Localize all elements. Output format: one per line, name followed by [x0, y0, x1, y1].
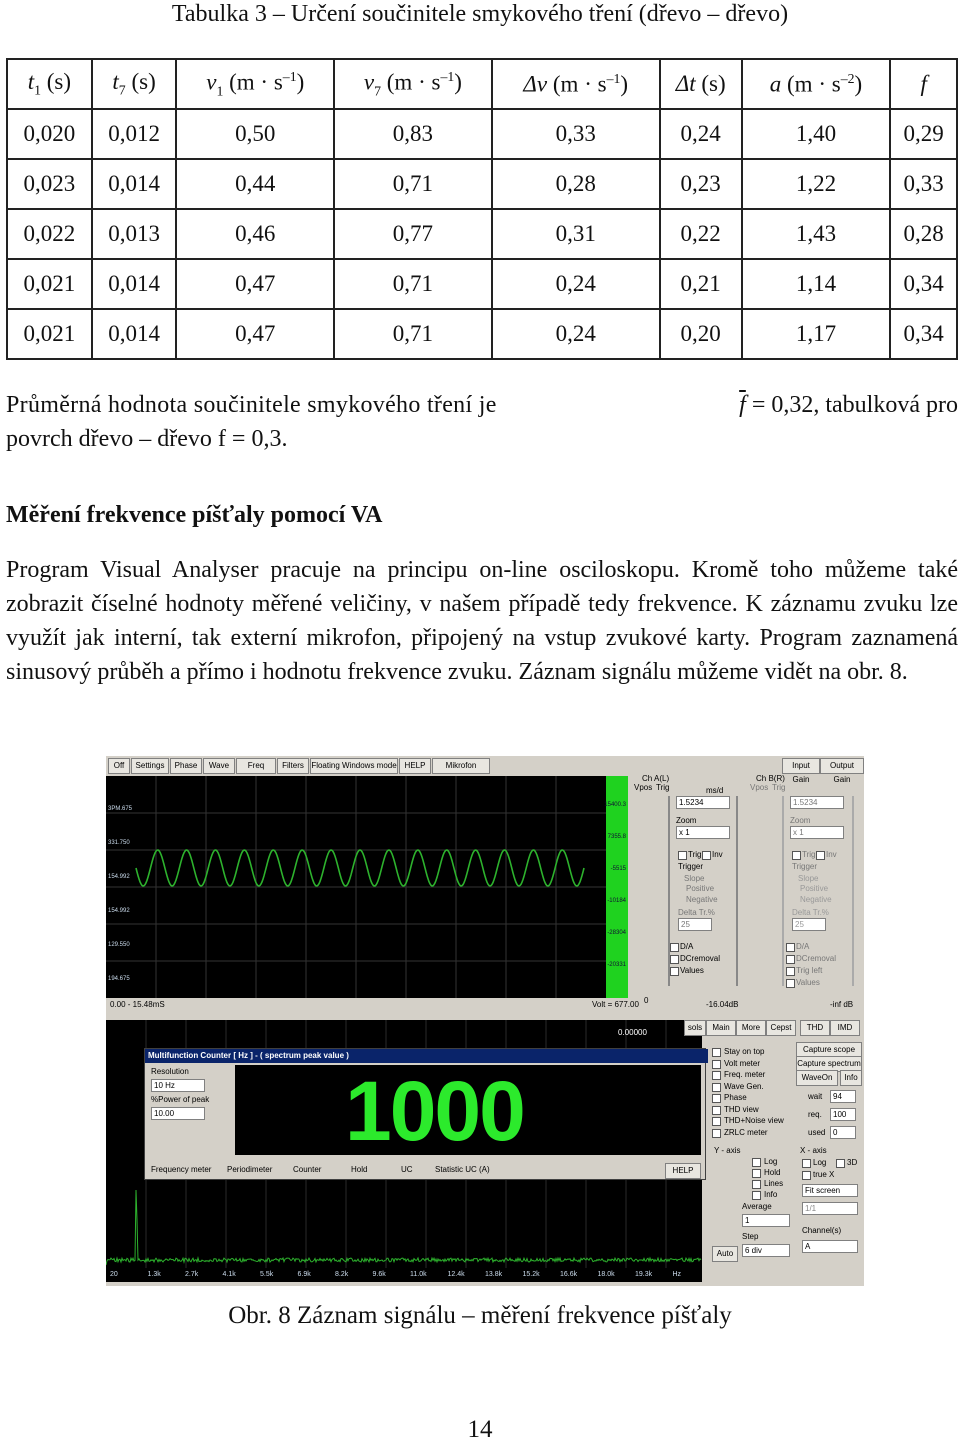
ch-a-vpos: Vpos [634, 783, 653, 792]
ch-b-zoom-label: Zoom [790, 816, 811, 825]
counter-help-button[interactable]: HELP [665, 1163, 701, 1179]
table-row [7, 259, 957, 309]
table-cell: 0,012 [92, 109, 177, 159]
average-value: = 0,32, tabulková pro [751, 392, 958, 418]
table-cell: 0,47 [176, 309, 334, 359]
table-cell: 0,77 [334, 209, 492, 259]
option-label: THD view [724, 1104, 759, 1114]
table-row [7, 209, 957, 259]
table-cell: 0,83 [334, 109, 492, 159]
tab[interactable]: Main [706, 1020, 736, 1036]
tab[interactable]: THD [800, 1020, 830, 1036]
ch-a-delta-label: Delta Tr.% [678, 908, 715, 917]
table-cell: 0,33 [890, 159, 957, 209]
table-cell: 1,17 [742, 309, 891, 359]
x-tick-label: 8.2k [335, 1271, 349, 1278]
volt-readout: Volt = 677.00 [592, 1000, 639, 1009]
option-label: Volt meter [724, 1058, 761, 1068]
ch-b-inv-checkbox[interactable] [816, 851, 825, 860]
used-label: used [808, 1128, 826, 1137]
x-tick-label: 4.1k [222, 1271, 236, 1278]
ch-a-delta-field[interactable]: 25 [678, 918, 712, 931]
table-cell: 0,014 [92, 309, 177, 359]
table-cell: 0,28 [492, 159, 660, 209]
ch-a-inv-label: Inv [712, 850, 723, 859]
power-label: %Power of peak [151, 1095, 210, 1104]
scope-left-tick: 3PM.675 [108, 806, 133, 812]
x-axis-option-label: true X [813, 1170, 835, 1179]
time-readout: 0.00 - 15.48mS [110, 1000, 165, 1009]
x-axis-checkbox[interactable] [802, 1159, 811, 1168]
option-checkbox[interactable] [712, 1106, 721, 1115]
resolution-select[interactable]: 10 Hz [151, 1079, 205, 1092]
toolbar-button[interactable]: Wave [203, 758, 235, 774]
average-paragraph [6, 388, 958, 456]
ch-a-dc-checkbox[interactable] [670, 955, 679, 964]
table-body [7, 109, 957, 359]
option-checkbox[interactable] [712, 1094, 721, 1103]
table-row [7, 309, 957, 359]
toolbar-button[interactable]: HELP [399, 758, 431, 774]
scope-left-tick: 154.992 [108, 908, 130, 914]
fit-select[interactable]: Fit screen [802, 1184, 858, 1197]
table-row [7, 159, 957, 209]
table-header-row [7, 59, 957, 109]
counter-radio[interactable]: Counter [293, 1165, 322, 1174]
y-axis-option-label: Log [764, 1157, 778, 1166]
friction-table [6, 58, 958, 360]
scope-right-tick: 7355.8 [607, 834, 626, 840]
y-axis-checkbox[interactable] [752, 1158, 761, 1167]
x-tick-label: 2.7k [185, 1271, 199, 1278]
ch-b-trig-chk-label: Trig [802, 850, 816, 859]
used-field[interactable]: 0 [830, 1126, 856, 1139]
req-label: req. [808, 1110, 822, 1119]
tab[interactable]: sols [684, 1020, 706, 1036]
ch-b-values-label: Values [796, 978, 820, 987]
toolbar-button[interactable]: Freq [236, 758, 276, 774]
y-axis-checkbox[interactable] [752, 1191, 761, 1200]
ch-a-values-checkbox[interactable] [670, 967, 679, 976]
table-cell: 1,40 [742, 109, 891, 159]
x-tick-label: 5.5k [260, 1271, 274, 1278]
x-tick-label: 12.4k [447, 1271, 465, 1278]
counter-radio[interactable]: UC [401, 1165, 413, 1174]
y-axis-option-label: Hold [764, 1168, 781, 1177]
page-number: 14 [467, 1416, 493, 1443]
table-header-cell: $v_7$ $(m \cdot s^{-1})$ [334, 59, 492, 109]
y-axis-option-label: Info [764, 1190, 778, 1199]
table-header-cell: f [890, 59, 957, 109]
output-gain-button[interactable]: Output Gain [820, 758, 864, 774]
ch-b-zoom-field[interactable]: x 1 [790, 826, 844, 839]
ch-a-vpos-slider[interactable] [668, 796, 670, 986]
ch-a-da-checkbox[interactable] [670, 943, 679, 952]
x-tick-label: Hz [672, 1271, 682, 1278]
counter-radio[interactable]: Hold [351, 1165, 368, 1174]
table-cell: 0,31 [492, 209, 660, 259]
tab[interactable]: IMD [830, 1020, 860, 1036]
option-checkbox[interactable] [712, 1048, 721, 1057]
ch-b-delta-label: Delta Tr.% [792, 908, 829, 917]
ch-b-trigleft-checkbox[interactable] [786, 967, 795, 976]
ch-b-delta-field[interactable]: 25 [792, 918, 826, 931]
table-header-cell: $t_7$ (s) [92, 59, 177, 109]
table-cell: 1,22 [742, 159, 891, 209]
x-tick-label: 15.2k [522, 1271, 540, 1278]
table-cell: 0,24 [492, 309, 660, 359]
table-cell: 0,33 [492, 109, 660, 159]
sine-trace [136, 850, 584, 886]
f-mean-symbol: $\overline{f}$ [739, 392, 746, 418]
auto-button[interactable]: Auto [712, 1246, 738, 1262]
section-paragraph: Program Visual Analyser pracuje na principu on-line osciloskopu. Kromě toho můžeme také zobrazit číselné hodnoty měřené veličiny, v našem případě tedy frekvence. K záznamu zvuku lze využít jak interní, tak externí mikrofon, připojený na vstup zvukové karty. Program zaznamená sinusový průběh a přímo i hodnotu frekvence zvuku. Záznam signálu můžeme vidět na obr. 8. [6, 557, 958, 685]
ch-a-da-label: D/A [680, 942, 694, 951]
tab[interactable]: More [736, 1020, 766, 1036]
tab[interactable]: Cepst [766, 1020, 796, 1036]
ch-b-label: Ch B(R) [756, 774, 785, 783]
scope-left-tick: 331.750 [108, 840, 130, 846]
table-cell: 0,71 [334, 309, 492, 359]
ratio-select[interactable]: 1/1 [802, 1202, 858, 1215]
ch-a-trig: Trig [656, 783, 670, 792]
average-select[interactable]: 1 [742, 1214, 790, 1227]
scope-right-tick: 15400.3 [604, 802, 626, 808]
step-label: Step [742, 1232, 759, 1241]
ch-a-inv-checkbox[interactable] [702, 851, 711, 860]
ch-b-trig-checkbox[interactable] [792, 851, 801, 860]
table-cell: 0,23 [660, 159, 742, 209]
table-header-cell: Δt (s) [660, 59, 742, 109]
x-tick-label: 13.8k [485, 1271, 503, 1278]
ch-a-zoom-label: Zoom [676, 816, 697, 825]
ch-a-positive-radio[interactable]: Positive [686, 884, 715, 893]
table-caption: Tabulka 3 – Určení součinitele smykového tření (dřevo – dřevo) [171, 1, 789, 27]
y-axis-checkbox[interactable] [752, 1169, 761, 1178]
ch-b-trigleft-label: Trig left [796, 966, 823, 975]
option-label: Wave Gen. [724, 1081, 764, 1091]
toolbar-button[interactable]: Off [108, 758, 130, 774]
spectrum-x-axis [106, 1268, 702, 1282]
ch-a-dc-label: DCremoval [680, 954, 721, 963]
table-cell: 0,022 [7, 209, 92, 259]
table-cell: 0,24 [660, 109, 742, 159]
figure-caption: Obr. 8 Záznam signálu – měření frekvence píšťaly [228, 1302, 732, 1329]
ch-b-da-label: D/A [796, 942, 810, 951]
scope-right-tick: -5515 [610, 866, 626, 872]
option-checkbox[interactable] [712, 1083, 721, 1092]
table-header-cell: $t_1$ (s) [7, 59, 92, 109]
ch-a-volt-field[interactable]: 1.5234 [676, 796, 730, 809]
table-cell: 0,47 [176, 259, 334, 309]
ch-a-unit: ms/d [706, 786, 724, 795]
ch-b-positive-radio[interactable]: Positive [800, 884, 829, 893]
table-header-cell: a $(m \cdot s^{-2})$ [742, 59, 891, 109]
table-header-cell: Δv $(m \cdot s^{-1})$ [492, 59, 660, 109]
option-checkbox[interactable] [712, 1129, 721, 1138]
ch-b-vpos-slider[interactable] [782, 796, 784, 986]
x-axis-option-label: 3D [847, 1158, 858, 1167]
x-axis-label: X - axis [800, 1146, 827, 1155]
counter-value: 1000 [345, 1064, 524, 1158]
toolbar-button[interactable]: Mikrofon [432, 758, 490, 774]
ch-a-slope-label: Slope [684, 874, 705, 883]
x-tick-label: 1.3k [147, 1271, 161, 1278]
capture-button[interactable]: Capture spectrum [796, 1056, 862, 1072]
option-checkbox[interactable] [712, 1060, 721, 1069]
ch-b-vpos: Vpos [750, 783, 769, 792]
ch-b-trig: Trig [772, 783, 786, 792]
visual-analyser-screenshot [106, 756, 864, 1286]
x-tick-label: 11.0k [410, 1271, 427, 1278]
capture-button[interactable]: Capture scope [796, 1042, 862, 1058]
table-cell: 0,20 [660, 309, 742, 359]
option-checkbox[interactable] [712, 1071, 721, 1080]
input-gain-button[interactable]: Input Gain [782, 758, 820, 774]
table-cell: 0,44 [176, 159, 334, 209]
ch-b-trig-slider[interactable] [852, 796, 854, 986]
oscilloscope-svg [106, 776, 606, 998]
table-row [7, 109, 957, 159]
multifunction-counter-dialog [144, 1048, 706, 1180]
option-label: THD+Noise view [724, 1116, 784, 1125]
ch-a-trig-slider[interactable] [736, 796, 738, 986]
table-cell: 1,43 [742, 209, 891, 259]
spectrum-top-value: 0.00000 [618, 1028, 647, 1037]
average-text-line2: povrch dřevo – dřevo f = 0,3. [6, 426, 288, 452]
ch-a-zoom-field[interactable]: x 1 [676, 826, 730, 839]
table-cell: 0,22 [660, 209, 742, 259]
x-axis-option-label: Log [813, 1158, 827, 1167]
ch-a-values-label: Values [680, 966, 704, 975]
y-axis-checkbox[interactable] [752, 1180, 761, 1189]
table-cell: 0,46 [176, 209, 334, 259]
table-cell: 0,21 [660, 259, 742, 309]
toolbar-button[interactable]: Floating Windows mode [310, 758, 398, 774]
table-cell: 0,013 [92, 209, 177, 259]
table-cell: 0,28 [890, 209, 957, 259]
req-field[interactable]: 100 [830, 1108, 856, 1121]
ch-b-volt-field[interactable]: 1.5234 [790, 796, 844, 809]
ch-b-da-checkbox[interactable] [786, 943, 795, 952]
average-text-part1: Průměrná hodnota součinitele smykového tření je [6, 392, 497, 418]
x-tick-label: 6.9k [297, 1271, 311, 1278]
option-label: ZRLC meter [724, 1127, 768, 1137]
ch-b-slope-label: Slope [798, 874, 819, 883]
counter-title: Multifunction Counter [ Hz ] - ( spectrum peak value ) [145, 1049, 708, 1063]
table-cell: 0,014 [92, 159, 177, 209]
ch-b-trigger-label: Trigger [792, 862, 818, 871]
scope-right-tick: -10184 [607, 898, 626, 904]
ch-b-negative-radio[interactable]: Negative [800, 895, 832, 904]
table-cell: 0,50 [176, 109, 334, 159]
ch-a-negative-radio[interactable]: Negative [686, 895, 718, 904]
x-tick-label: 16.6k [560, 1271, 578, 1278]
table-header-cell: $v_1$ $(m \cdot s^{-1})$ [176, 59, 334, 109]
ch-a-label: Ch A(L) [642, 774, 670, 783]
wait-label: wait [808, 1092, 823, 1101]
counter-radio[interactable]: Statistic UC (A) [435, 1165, 490, 1174]
option-checkbox[interactable] [712, 1117, 721, 1126]
scope-left-tick: 129.550 [108, 942, 130, 948]
capture-button[interactable]: Info [840, 1070, 862, 1086]
ch-a-trig-chk-label: Trig [688, 850, 702, 859]
power-field[interactable]: 10.00 [151, 1107, 205, 1120]
x-tick-label: 18.0k [597, 1271, 615, 1278]
scope-left-tick: 154.992 [108, 874, 130, 880]
resolution-label: Resolution [151, 1067, 189, 1076]
toolbar-button[interactable]: Settings [131, 758, 169, 774]
table-cell: 0,020 [7, 109, 92, 159]
toolbar-button[interactable]: Filters [277, 758, 309, 774]
ch-b-dc-label: DCremoval [796, 954, 837, 963]
table-cell: 1,14 [742, 259, 891, 309]
step-select[interactable]: 6 div [742, 1244, 790, 1257]
table-cell: 0,34 [890, 309, 957, 359]
scope-right-tick: -20331 [607, 962, 626, 968]
table-cell: 0,29 [890, 109, 957, 159]
table-cell: 0,34 [890, 259, 957, 309]
option-label: Phase [724, 1093, 747, 1102]
table-cell: 0,023 [7, 159, 92, 209]
ch-b-inv-label: Inv [826, 850, 837, 859]
table-cell: 0,021 [7, 309, 92, 359]
counter-radio[interactable]: Frequency meter [151, 1165, 212, 1174]
average-text-part2 [739, 388, 958, 422]
y-axis-option-label: Lines [764, 1179, 784, 1188]
table-cell: 0,014 [92, 259, 177, 309]
table-cell: 0,71 [334, 259, 492, 309]
option-label: Freq. meter [724, 1070, 766, 1079]
channel-label: Channel(s) [802, 1226, 842, 1235]
x-axis-checkbox[interactable] [836, 1159, 845, 1168]
channel-select[interactable]: A [802, 1240, 858, 1253]
db-readout: -16.04dB [706, 1000, 739, 1009]
option-label: Stay on top [724, 1047, 765, 1056]
x-axis-checkbox[interactable] [802, 1171, 811, 1180]
ch-a-trig-checkbox[interactable] [678, 851, 687, 860]
counter-radio[interactable]: Periodimeter [227, 1165, 273, 1174]
ch-b-dc-checkbox[interactable] [786, 955, 795, 964]
oscilloscope-view [106, 776, 606, 998]
ch-a-zero: 0 [644, 996, 649, 1005]
average-label: Average [742, 1202, 772, 1211]
x-tick-label: 9.6k [372, 1271, 386, 1278]
counter-display [235, 1064, 701, 1158]
scope-left-tick: 194.675 [108, 976, 130, 982]
x-tick-label: 19.3k [635, 1271, 653, 1278]
toolbar-button[interactable]: Phase [170, 758, 202, 774]
section-heading: Měření frekvence píšťaly pomocí VA [6, 502, 383, 528]
spectrum-trace [106, 1190, 701, 1265]
wait-field[interactable]: 94 [830, 1090, 856, 1103]
capture-button[interactable]: WaveOn [796, 1070, 838, 1086]
x-tick-label: 20 [110, 1271, 118, 1278]
scope-right-scale [584, 776, 628, 998]
table-cell: 0,24 [492, 259, 660, 309]
y-axis-label: Y - axis [714, 1146, 741, 1155]
scope-right-tick: -28304 [607, 930, 626, 936]
ch-a-trigger-label: Trigger [678, 862, 704, 871]
db-readout-b: -inf dB [830, 1000, 854, 1009]
table-cell: 0,021 [7, 259, 92, 309]
table-cell: 0,71 [334, 159, 492, 209]
ch-b-values-checkbox[interactable] [786, 979, 795, 988]
